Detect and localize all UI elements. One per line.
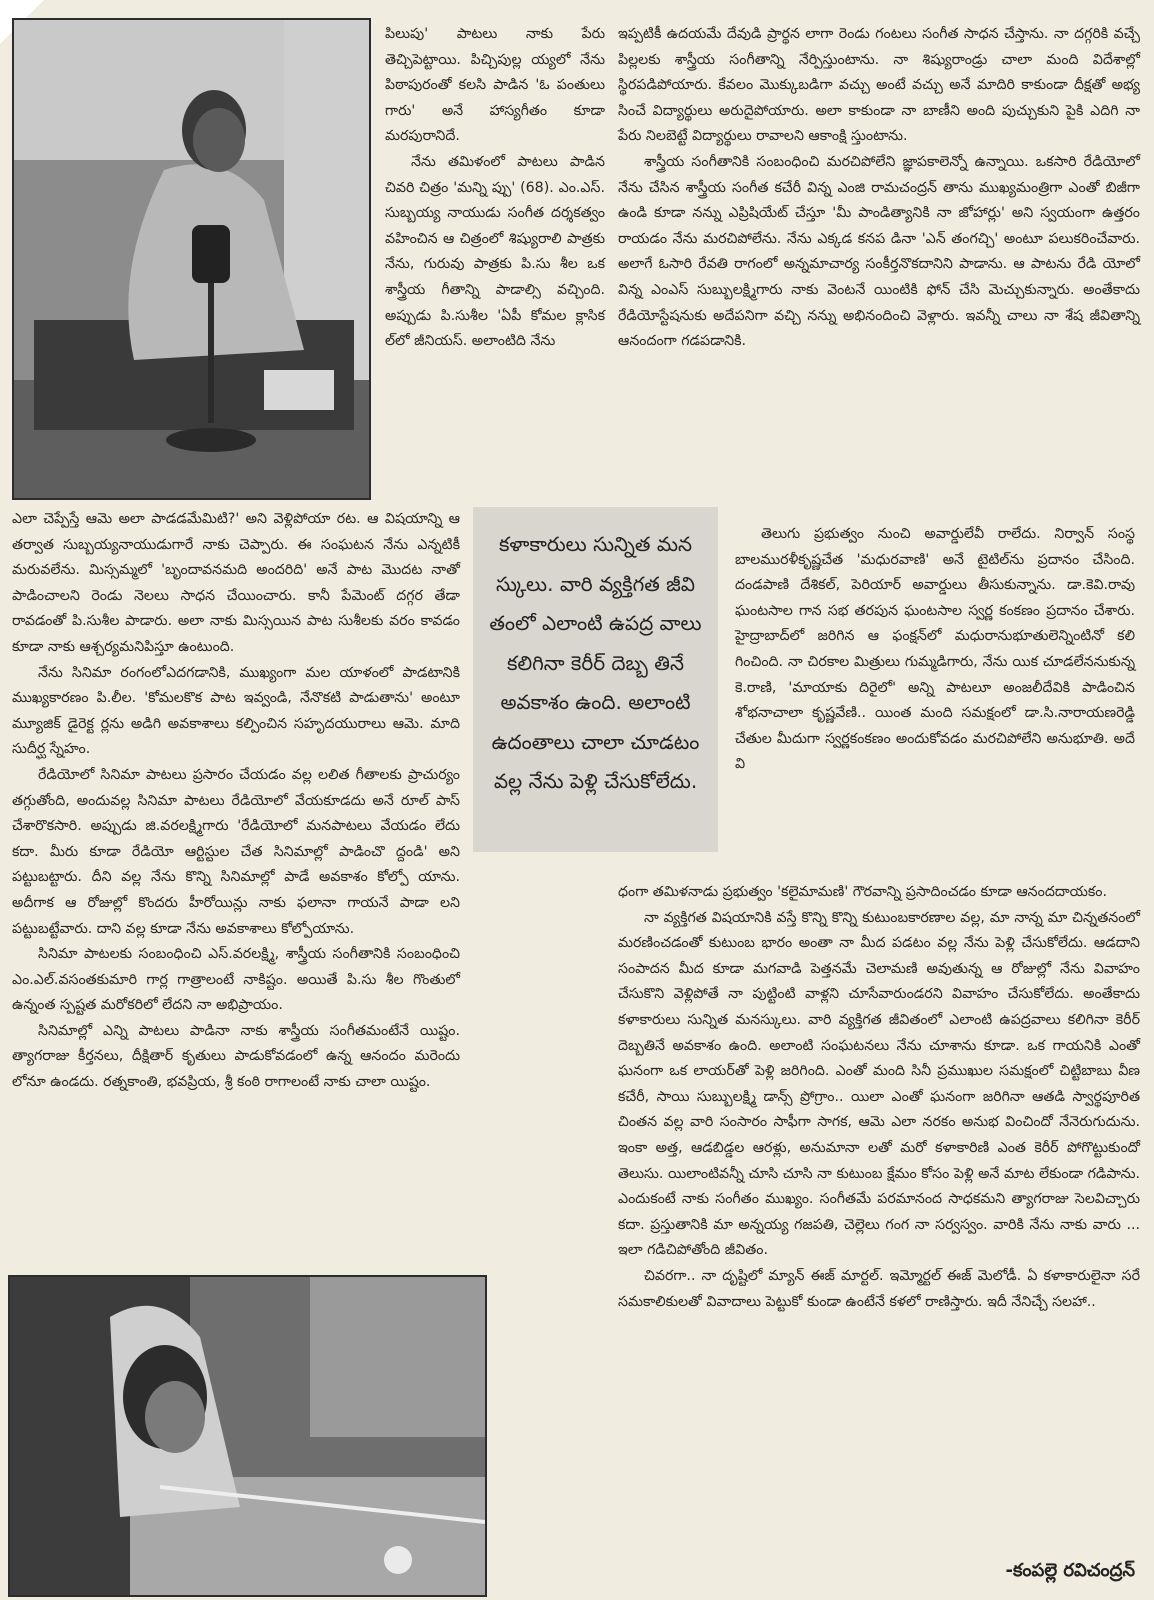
paragraph: ఇప్పటికీ ఉదయమే దేవుడి ప్రార్థన లాగా రెండు గంటలు సంగీత సాధన చేస్తాను. నా దగ్గరికి వచ్చే పిల్లలకు శాస్త్రీయ సంగీతాన్ని నేర్పిస్తుంటాను. నా శిష్యురాండ్రు చాలా మంది విదేశాల్లో స్థిరపడిపోయారు. కేవలం మొక్కుబడిగా వచ్చు అంటే వచ్చు అనే మాదిరి కాకుండా దీక్షతో అభ్య సించే విద్యార్థులు అరుదైపోయారు. అలా కాకుండా నా బాణీని అంది పుచ్చుకుని పైకి ఎదిగి నా పేరు నిలబెట్టే విద్యార్థులు రావాలని ఆకాంక్షి స్తుంటాను. <box>618 26 1140 145</box>
paragraph: చివరగా.. నా దృష్టిలో మ్యాన్ ఈజ్ మార్టల్. ఇమ్మోర్టల్ ఈజ్ మెలోడీ. ఏ కళాకారులైనా సరే సమకాలికులతో వివాదాలు పెట్టుకో కుండా ఉంటేనే కళలో రాణిస్తారు. ఇదీ నేనిచ్చే సలహా.. <box>618 1267 1140 1310</box>
singer-photo-illustration <box>14 20 369 498</box>
photo-woman-playing-billiards <box>8 1275 487 1597</box>
column-right-mid <box>735 522 1135 778</box>
author-signature: -కంపల్లె రవిచంద్రన్ <box>1005 1560 1135 1581</box>
paragraph: తెలుగు ప్రభుత్వం నుంచి అవార్డులేవీ రాలేదు. నిర్వాన్ సంస్థ బాలమురళీకృష్ణచేత 'మధురవాణి' అనే టైటిల్‌ను ప్రదానం చేసింది. దండపాణి దేశికల్, పెరియార్ అవార్డులు తీసుకున్నాను. డా.కెవి.రావు ఘంటసాల గాన సభ తరపున ఘంటసాల స్వర్ణ కంకణం ప్రదానం చేశారు. హైద్రాబాద్‌లో జరిగిన ఆ ఫంక్షన్‌లో మధురానుభూతులెన్నింటినో కలి గించింది. నా చిరకాల మిత్రులు గుమ్మడిగారు, నేను యిక చూడలేననుకున్న కె.రాణి, 'మాయాకు దిరైలో' అన్ని పాటలూ అంజలీదేవికి పాడించిన శోభనాచాలా కృష్ణవేణి.. యింత మంది సమక్షంలో డా.సి.నారాయణరెడ్డి చేతుల మీదుగా స్వర్ణకంకణం అందుకోవడం మరచిపోలేని అనుభూతి. అదే వి <box>735 526 1135 773</box>
pull-quote-box <box>473 507 718 852</box>
pull-quote-text: కళాకారులు సున్నిత మన స్కులు. వారి వ్యక్తిగత జీవి తంలో ఎలాంటి ఉపద్ర వాలు కలిగినా కెరీర్ దెబ్బ తినే అవకాశం ఉంది. అలాంటి ఉదంతాలు చాలా చూడటం వల్ల నేను పెళ్లి చేసుకోలేదు. <box>489 532 702 793</box>
billiards-photo-illustration <box>10 1277 485 1595</box>
paragraph: నా వ్యక్తిగత విషయానికి వస్తే కొన్ని కొన్ని కుటుంబకారణాల వల్ల, మా నాన్న మా చిన్నతనంలో మరణించడంతో కుటుంబ భారం అంతా నా మీద పడటం వల్ల నేను పెళ్లి చేసుకోలేదు. ఆడదాని సంపాదన మీద కూడా మగవాడి పెత్తనమే చెలామణి అవుతున్న ఆ రోజుల్లో నేను వివాహం చేసుకొని వెళ్లిపోతే నా పుట్టింటి వాళ్లని చూసేవారుండరని వివాహం చేసుకోలేదు. అంతేకాదు కళాకారులు సున్నిత మనస్కులు. వారి వ్యక్తిగత జీవితంలో ఎలాంటి ఉపద్రవాలు కలిగినా కెరీర్ దెబ్బతినే అవకాశం ఉంది. అలాంటి సంఘటనలు నేను చూశాను కూడా. ఒక గాయనికి ఎంతో ఘనంగా ఒక లాయర్‌తో పెళ్లి జరిగింది. ఎంతో మంది సినీ ప్రముఖుల సమక్షంలో చిట్టిబాబు వీణ కచేరీ, సాయి సుబ్బులక్ష్మి డాన్స్ ప్రోగ్రాం.. యిలా ఎంతో ఘనంగా జరిగినా ఆతడి స్వార్థపూరిత చింతన వల్ల వారి సంసారం సాఫీగా సాగక, ఆమె ఎలా నరకం అనుభ వించిందో నేనెరుగుదును. ఇంకా అత్త, ఆడబిడ్డల ఆరళ్లు, అనుమానా లతో మరో కళాకారిణి ఎంత కెరీర్ పోగొట్టుకుందో తెలుసు. యిలాంటివన్నీ చూసి చూసి నా కుటుంబ క్షేమం కోసం పెళ్లి అనే మాట లేకుండా గడిపాను. ఎందుకంటే నాకు సంగీతం ముఖ్యం. సంగీతమే పరమానంద సాధకమని త్యాగరాజు సెలవిచ్చారు కదా. ప్రస్తుతానికి మా అన్నయ్య గజపతి, చెల్లెలు గంగ నా సర్వస్వం. వారికి నేను నాకు వారు ... ఇలా గడిచిపోతోంది జీవితం. <box>618 909 1140 1259</box>
column-upper-narrow <box>385 22 605 355</box>
paragraph: నేను సినిమా రంగంలోఎదగడానికి, ముఖ్యంగా మల యాళంలో పాడటానికి ముఖ్యకారణం పి.లీల. 'కోమలకొక పాట ఇవ్వండి, నేనొకటి పాడుతాను' అంటూ మ్యూజిక్ డైరెక్ట ర్లను అడిగి అవకాశాలు కల్పించిన సహృదయురాలు ఆమె. మాది సుదీర్ఘ స్నేహం. <box>12 664 460 758</box>
paragraph: శాస్త్రీయ సంగీతానికి సంబంధించి మరచిపోలేని జ్ఞాపకాలెన్నో ఉన్నాయి. ఒకసారి రేడియోలో నేను చేసిన శాస్త్రీయ సంగీత కచేరీ విన్న ఎంజి రామచంద్రన్ తాను ముఖ్యమంత్రిగా ఎంతో బిజీగా ఉండి కూడా నన్ను ఎప్రిషియేట్ చేస్తూ 'మీ పాండిత్యానికి నా జోహార్లు' అని స్వయంగా ఉత్తరం రాయడం నేను మరచిపోలేను. నేను ఎక్కడ కనప డినా 'ఎన్ తంగచ్చి' అంటూ పలుకరించేవారు. అలాగే ఓసారి రేవతి రాగంలో అన్నమాచార్య సంకీర్తనొకదానిని పాడాను. ఆ పాటను రేడి యోలో విన్న ఎంఎస్ సుబ్బులక్ష్మిగారు నాకు వెంటనే యింటికి ఫోన్ చేసి మెచ్చుకున్నారు. అంతేకాదు రేడియోస్టేషనుకు అదేపనిగా వచ్చి నన్ను అభినందించి వెళ్లారు. ఇవన్నీ చాలు నా శేష జీవితాన్ని ఆనందంగా గడపడానికి. <box>618 153 1140 350</box>
photo-singer-at-microphone <box>12 18 371 500</box>
paragraph: ధంగా తమిళనాడు ప్రభుత్వం 'కలైమామణి' గౌరవాన్ని ప్రసాదించడం కూడా ఆనందదాయకం. <box>618 884 1107 900</box>
column-right-upper <box>618 22 1140 355</box>
paragraph: పిలుపు' పాటలు నాకు పేరు తెచ్చిపెట్టాయి. పిచ్చిపుల్ల య్యలో నేను పిఠాపురంతో కలసి పాడిన 'ఓ పంతులు గారు' అనే హాస్యగీతం కూడా మరపురానిదే. <box>385 26 605 145</box>
column-right-lower <box>618 880 1140 1315</box>
column-left-lower <box>12 507 460 1096</box>
paragraph: రేడియోలో సినిమా పాటలు ప్రసారం చేయడం వల్ల లలిత గీతాలకు ప్రాచుర్యం తగ్గుతోంది, అందువల్ల సినిమా పాటలు రేడియోలో వేయకూడదు అనే రూల్ పాస్ చేశారొకసారి. అప్పుడు జి.వరలక్ష్మిగారు 'రేడియోలో మనపాటలు వేయడం లేదు కదా. మీరు కూడా రేడియో ఆర్టిస్టుల చేత సినిమాల్లో పాడించొ ద్దండి' అని పట్టుబట్టారు. దీని వల్ల నేను కొన్ని సినిమాల్లో పాడే అవకాశం కోల్పో యాను. అదీగాక ఆ రోజుల్లో కొందరు హీరోయిన్లు నాకు ఫలానా గాయనే పాడా లని పట్టుబట్టేవారు. దాని వల్ల కూడా నేను అవకాశాలు కోల్పోయాను. <box>12 766 460 937</box>
paragraph: నేను తమిళంలో పాటలు పాడిన చివరి చిత్రం 'మన్ని ప్పు' (68). ఎం.ఎస్. సుబ్బయ్య నాయుడు సంగీత దర్శకత్వం వహించిన ఆ చిత్రంలో శిష్యురాలి పాత్రకు నేను, గురువు పాత్రకు పి.సు శీల ఒక శాస్త్రీయ గీతాన్ని పాడాల్సి వచ్చింది. అప్పుడు పి.సుశీల 'ఏపీ కోమల క్లాసిక ల్‌లో జీనియస్. అలాంటిది నేను <box>385 153 605 350</box>
paragraph: సినిమా పాటలకు సంబంధించి ఎస్.వరలక్ష్మి, శాస్త్రీయ సంగీతానికి సంబంధించి ఎం.ఎల్.వసంతకుమారి గార్ల గాత్రాలంటే నాకిష్టం. అయితే పి.సు శీల గొంతులో ఉన్నంత స్పష్టత మరోకరిలో లేదని నా అభిప్రాయం. <box>12 946 460 1014</box>
paragraph: ఎలా చెప్పేస్తే ఆమె అలా పాడడమేమిటి?' అని వెళ్లిపోయా రట. ఆ విషయాన్ని ఆ తర్వాత సుబ్బయ్యనాయుడుగారే నాకు చెప్పారు. ఈ సంఘటన నేను ఎన్నటికీ మరువలేను. మిస్సమ్మలో 'బృందావనమది అందరిది' అనే పాట మొదట నాతో పాడించాలని రెండు నెలలు సాధన చేయించారు. కానీ పేమెంట్ దగ్గర తేడా రావడంతో పి.సుశీల పాడారు. అలా నాకు మిస్సయిన పాట సుశీలకు వరం కావడం కూడా నాకు ఆశ్చర్యమనిపిస్తూ ఉంటుంది. <box>12 511 460 655</box>
paragraph: సినిమాల్లో ఎన్ని పాటలు పాడినా నాకు శాస్త్రీయ సంగీతమంటేనే యిష్టం. త్యాగరాజు కీర్తనలు, దీక్షితార్ కృతులు పాడుకోవడంలో ఉన్న ఆనందం మరెందు లోనూ ఉండదు. రత్నకాంతి, భవప్రియ, శ్రీ కంఠి రాగాలంటే నాకు చాలా యిష్టం. <box>12 1022 460 1091</box>
